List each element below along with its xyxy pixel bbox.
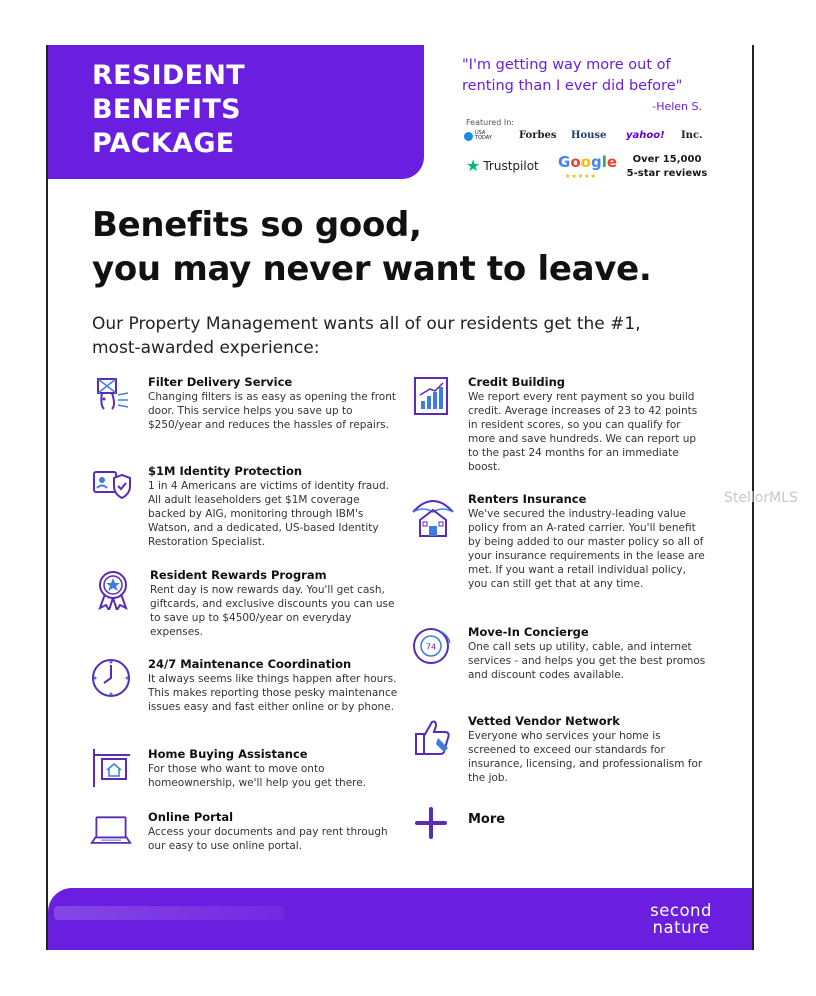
concierge-badge-text: 74 [425, 642, 437, 652]
benefit-title: Credit Building [468, 375, 566, 389]
benefit-description: One call sets up utility, cable, and internet services - and helps you get the best promos and discount codes available. [468, 641, 706, 681]
usa-today-dot-icon [464, 132, 473, 141]
flyer-page [46, 45, 754, 950]
plus-icon [413, 805, 455, 847]
footer-redacted-text [54, 906, 284, 920]
benefit-description: Everyone who services your home is screened to exceed our standards for insurance, licensing, and professionalism for the job. [468, 730, 703, 784]
benefit-description: Rent day is now rewards day. You'll get cash, giftcards, and exclusive discounts you can use to save up to $4500/year on everyday expenses. [150, 584, 395, 638]
benefit-title: Move-In Concierge [468, 625, 589, 639]
intro-text: Our Property Management wants all of our residents get the #1, most-awarded experience: [92, 314, 641, 358]
benefit-title: 24/7 Maintenance Coordination [148, 657, 352, 671]
forbes-logo: Forbes [519, 130, 557, 141]
trustpilot-star-icon: ★ [466, 156, 481, 175]
benefit-description: For those who want to move onto homeownership, we'll help you get there. [148, 763, 367, 789]
credit-chart-icon [410, 375, 452, 417]
headline: Benefits so good, you may never want to leave. [92, 205, 652, 289]
header-banner [48, 45, 424, 179]
benefit-description: We report every rent payment so you build credit. Average increases of 23 to 42 points in resident scores, so you can qualify for more and save hundreds. We can report up to the past 24 months for an immediate boost. [468, 391, 698, 473]
google-stars-icon: ★★★★★ [565, 173, 597, 180]
benefit-description: Changing filters is as easy as opening the front door. This service helps you save up to $250/year and reduces the hassles of repairs. [148, 391, 397, 431]
reviews-count: Over 15,000 5-star reviews [626, 154, 708, 179]
usa-today-logo: USA TODAY [464, 131, 491, 141]
benefit-title: Home Buying Assistance [148, 747, 308, 761]
footer-banner [48, 888, 754, 950]
benefit-description: We've secured the industry-leading value policy from an A-rated carrier. You'll benefit by being added to our master policy so all of your insurance requirements in the lease are met. If you want a retail individual policy, you can still get that at any time. [468, 508, 705, 590]
house-logo: House [571, 130, 607, 141]
benefit-title: Renters Insurance [468, 492, 587, 506]
flyer-title: RESIDENT BENEFITS PACKAGE [92, 60, 245, 159]
filter-delivery-icon [90, 375, 132, 417]
concierge-dial-icon [410, 625, 452, 667]
benefit-title: Filter Delivery Service [148, 375, 293, 389]
benefit-title: Online Portal [148, 810, 234, 824]
identity-protection-icon [90, 464, 132, 506]
featured-in-label: Featured In: [466, 118, 514, 127]
benefit-description: It always seems like things happen after hours. This makes reporting those pesky maintenance issues easy and fast either online or by phone. [148, 673, 398, 713]
benefit-description: 1 in 4 Americans are victims of identity fraud. All adult leaseholders get $1M coverage backed by AIG, monitoring through IBM's Watson, and a dedicated, US-based Identity Restoration Specialist. [148, 480, 389, 548]
home-sign-icon [90, 747, 132, 789]
benefit-description: Access your documents and pay rent through our easy to use online portal. [148, 826, 388, 852]
benefit-title: Resident Rewards Program [150, 568, 327, 582]
yahoo-logo: yahoo! [626, 130, 665, 141]
more-label: More [468, 812, 506, 827]
google-logo: Google [558, 153, 618, 171]
house-umbrella-icon [410, 494, 452, 536]
benefit-title: $1M Identity Protection [148, 464, 303, 478]
testimonial-author: -Helen S. [652, 100, 702, 113]
inc-logo: Inc. [681, 130, 703, 141]
trustpilot-logo: ★ Trustpilot [466, 156, 539, 175]
testimonial-quote: "I'm getting way more out of renting than I ever did before" [462, 57, 683, 94]
rewards-ribbon-icon [92, 568, 134, 610]
stellar-mls-watermark: StellorMLS [724, 490, 798, 506]
laptop-icon [90, 810, 132, 852]
benefit-title: Vetted Vendor Network [468, 714, 620, 728]
clock-icon [90, 657, 132, 699]
second-nature-logo: second nature [650, 901, 712, 937]
thumbs-up-icon [410, 714, 452, 756]
